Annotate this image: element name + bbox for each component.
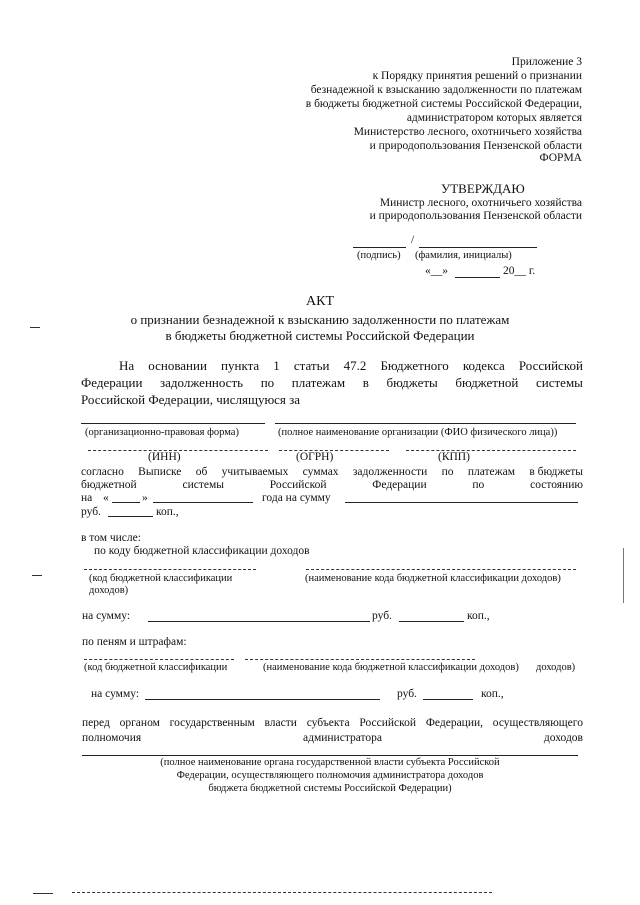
appendix-line-2: к Порядку принятия решений о признании <box>372 70 582 82</box>
ogrn-caption: (ОГРН) <box>296 451 334 463</box>
margin-mark <box>33 893 53 894</box>
including-kop: коп., <box>467 610 490 622</box>
word: Федерации <box>372 479 427 491</box>
word: бюджетной <box>455 375 519 390</box>
word: администратора <box>303 732 383 744</box>
form-label: ФОРМА <box>539 152 582 164</box>
extract-quote-open: « <box>103 492 109 504</box>
word: состоянию <box>530 479 583 491</box>
penalty-code-name-caption: (наименование кода бюджетной классификации доходов) <box>263 662 519 673</box>
word: 47.2 <box>343 358 367 373</box>
act-subtitle-2: в бюджеты бюджетной системы Российской Федерации <box>165 328 475 343</box>
word: учитываемых <box>221 466 289 478</box>
penalties-kop-line[interactable] <box>423 699 473 700</box>
authority-name-line[interactable] <box>82 755 578 756</box>
word: бюджеты <box>386 375 438 390</box>
extract-on: на <box>81 492 93 504</box>
code-caption-b: доходов) <box>89 585 129 596</box>
kpp-caption: (КПП) <box>438 451 470 463</box>
word: платежам <box>291 375 346 390</box>
code-line[interactable] <box>84 569 256 570</box>
word: статьи <box>293 358 330 373</box>
appendix-line-4: в бюджеты бюджетной системы Российской Федерации, <box>305 98 582 110</box>
word: кодекса <box>462 358 505 373</box>
penalties-sum-label: на сумму: <box>91 688 140 700</box>
extract-rub: руб. <box>81 506 101 518</box>
act-title: АКТ <box>306 294 334 309</box>
intro-line-3: Российской Федерации, числящуюся за <box>81 392 301 407</box>
word: власти <box>264 717 297 729</box>
word: Федерации <box>81 375 143 390</box>
approve-title: УТВЕРЖДАЮ <box>441 181 525 196</box>
org-name-line[interactable] <box>275 423 576 424</box>
authority-line-2 <box>82 732 583 744</box>
appendix-line-3: безнадежной к взысканию задолженности по платежам <box>310 84 582 96</box>
word: Российской <box>359 717 417 729</box>
extract-kop: коп., <box>156 506 179 518</box>
word: доходов <box>543 732 583 744</box>
penalty-tail: доходов) <box>536 662 576 673</box>
penalties-sum-line[interactable] <box>145 699 380 700</box>
word: государственным <box>169 717 255 729</box>
penalties-rub: руб. <box>397 688 417 700</box>
word: перед <box>82 717 110 729</box>
appendix-line-6: Министерство лесного, охотничьего хозяйства <box>353 126 582 138</box>
word: согласно <box>81 466 124 478</box>
including-kop-line[interactable] <box>399 621 464 622</box>
intro-line-1 <box>119 358 583 374</box>
org-form-caption: (организационно-правовая форма) <box>85 427 239 438</box>
penalty-code-line[interactable] <box>84 659 234 660</box>
signature-line[interactable] <box>353 247 406 248</box>
code-name-caption: (наименование кода бюджетной классификации доходов) <box>305 573 561 584</box>
word: субъекта <box>306 717 350 729</box>
margin-mark <box>32 575 42 576</box>
approve-date-day: «__» <box>425 265 448 277</box>
penalty-code-caption: (код бюджетной классификации <box>84 662 228 673</box>
word: Бюджетного <box>380 358 449 373</box>
extract-sum-line[interactable] <box>345 502 578 503</box>
word: На <box>119 358 135 373</box>
appendix-line-5: администратором которых является <box>406 112 582 124</box>
word: задолженности <box>352 466 428 478</box>
extract-quote-close: » <box>142 492 148 504</box>
including-label: в том числе: <box>81 532 141 544</box>
word: Федерации, <box>425 717 484 729</box>
word: основании <box>148 358 207 373</box>
word: суммах <box>302 466 339 478</box>
kpp-line[interactable] <box>406 450 576 451</box>
authority-caption-1: (полное наименование органа государственной власти субъекта Российской <box>160 757 500 768</box>
penalties-kop: коп., <box>481 688 504 700</box>
word: органом <box>119 717 160 729</box>
extract-kop-line[interactable] <box>108 516 153 517</box>
bottom-artifact-line <box>72 892 492 893</box>
org-name-caption: (полное наименование организации (ФИО физического лица)) <box>278 427 558 438</box>
word: об <box>195 466 208 478</box>
code-caption-a: (код бюджетной классификации <box>89 573 233 584</box>
including-sum-line[interactable] <box>148 621 370 622</box>
word: системы <box>182 479 224 491</box>
act-subtitle-1: о признании безнадежной к взысканию задолженности по платежам <box>130 312 510 327</box>
signature-slash: / <box>411 234 415 246</box>
appendix-line-1: Приложение 3 <box>511 56 582 68</box>
approve-line-1: Министр лесного, охотничьего хозяйства <box>379 197 582 209</box>
inn-caption: (ИНН) <box>148 451 181 463</box>
word: задолженность <box>160 375 244 390</box>
extract-line-2 <box>81 479 583 491</box>
intro-line-2 <box>81 375 583 391</box>
word: Выписке <box>138 466 182 478</box>
signature-caption: (подпись) <box>357 250 401 261</box>
margin-mark <box>623 548 624 603</box>
code-name-line[interactable] <box>306 569 576 570</box>
extract-month-line[interactable] <box>153 502 253 503</box>
word: 1 <box>273 358 280 373</box>
authority-line-1 <box>82 717 583 729</box>
word: платежам <box>467 466 515 478</box>
extract-line-1 <box>81 466 583 478</box>
word: бюджетной <box>81 479 137 491</box>
authority-caption-2: Федерации, осуществляющего полномочия администратора доходов <box>176 770 484 781</box>
margin-mark <box>30 327 40 328</box>
word: по <box>472 479 485 491</box>
name-line[interactable] <box>419 247 537 248</box>
appendix-line-7: и природопользования Пензенской области <box>369 140 582 152</box>
word: в <box>362 375 369 390</box>
penalties-label: по пеням и штрафам: <box>82 636 187 648</box>
name-caption: (фамилия, инициалы) <box>415 250 512 261</box>
extract-day-line[interactable] <box>112 502 140 503</box>
word: Российской <box>518 358 583 373</box>
including-sum-label: на сумму: <box>82 610 131 622</box>
word: по <box>441 466 454 478</box>
including-by-code: по коду бюджетной классификации доходов <box>94 545 310 557</box>
word: в бюджеты <box>529 466 583 478</box>
word: по <box>260 375 275 390</box>
word: пункта <box>221 358 260 373</box>
word: осуществляющего <box>492 717 583 729</box>
approve-date-year: 20__ г. <box>503 265 536 277</box>
approve-line-2: и природопользования Пензенской области <box>369 210 582 222</box>
approve-date-month-line[interactable] <box>455 277 500 278</box>
authority-caption-3: бюджета бюджетной системы Российской Федерации) <box>208 783 452 794</box>
word: Российской <box>269 479 327 491</box>
org-form-line[interactable] <box>81 423 265 424</box>
including-rub: руб. <box>372 610 392 622</box>
extract-year-sum: года на сумму <box>262 492 331 504</box>
penalty-code-name-line[interactable] <box>245 659 475 660</box>
word: полномочия <box>82 732 142 744</box>
word: системы <box>536 375 583 390</box>
